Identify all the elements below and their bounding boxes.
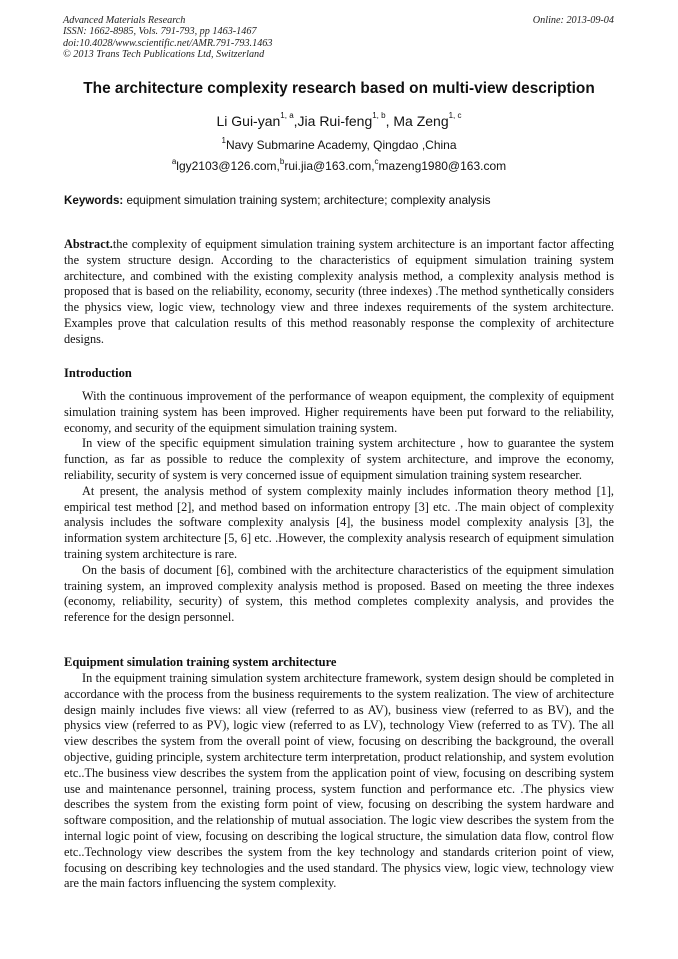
abstract-label: Abstract.: [64, 237, 113, 251]
email-link[interactable]: mazeng1980@163.com: [378, 159, 507, 173]
paragraph: In the equipment training simulation system architecture framework, system design should be completed in accordance with the process from the business requirements to the system realization. The view of architecture design mainly includes five views: all view (referred to as AV), business view (referred to as BV), and the physics view (referred to as PV), logic view (referred to as LV), technology View (referred to as TV). The all view describes the system from the overall point of view, focusing on describing the background, the overall objective, guiding principle, system architecture term interpretation, product relationship, and system evolution etc..The business view describes the system from the application point of view, focusing on describing system use and maintenance personnel, training process, system function and performance etc. .The physics view describes the system from the existing form point of view, focusing on describing the system hardware and software composition, and the relationship of mutual association. The logic view describes the system from the internal logic point of view, focusing on describing the logical structure, the simulation data flow, control flow etc..Technology view describes the system from the key technology and standards criterion point of view, focusing on describing key technologies and the used standard. The physics view, logic view, technology view are the main factors influencing the system complexity.: [64, 671, 614, 891]
author-name: Jia Rui-feng: [297, 113, 373, 129]
abstract-text: the complexity of equipment simulation training system architecture is an important factor affecting the system structure design. According to the characteristics of equipment simulation training system architecture, and combined with the existing complexity analysis method, a complexity analysis method is proposed that is based on the reliability, economy, security (three indexes) .The method synthetically considers the physics view, logic view, technology view and three indexes requirements of the system architecture. Examples prove that calculation results of this method reasonably response the complexity of architecture designs.: [64, 237, 614, 346]
section-heading-architecture: Equipment simulation training system architecture: [64, 655, 337, 669]
paragraph: At present, the analysis method of system complexity mainly includes information theory method [1], empirical test method [2], and method based on information entropy [3] etc. .The main object of complexity analysis includes the software complexity analysis [4], the business model complexity analysis [3], the information system architecture [5, 6] etc. .However, the complexity analysis research of equipment simulation training system architecture is rare.: [64, 483, 614, 561]
author-name: Ma Zeng: [393, 113, 449, 129]
author-sup: 1, c: [448, 111, 462, 120]
email-sup: a: [171, 157, 177, 166]
doi-line: doi:10.4028/www.scientific.net/AMR.791-793.1463: [63, 37, 273, 49]
author-list: Li Gui-yan$^{1, a}$,Jia Rui-feng$^{1, b}$, Ma Zeng$^{1, c}$: [216, 111, 462, 129]
journal-name: Advanced Materials Research: [63, 15, 186, 26]
journal-meta: [63, 15, 272, 61]
email-sup: b: [279, 157, 285, 166]
author-sup: 1, b: [372, 111, 386, 120]
affiliation: [0, 138, 678, 152]
online-date: Online: 2013-09-04: [532, 15, 614, 26]
author-sup: 1, a: [280, 111, 294, 120]
author-name: Li Gui-yan: [216, 113, 281, 129]
email-sup: c: [374, 157, 379, 166]
copyright-line: © 2013 Trans Tech Publications Ltd, Switzerland: [63, 49, 265, 61]
architecture-body: [64, 671, 614, 892]
affiliation-text: Navy Submarine Academy, Qingdao ,China: [225, 138, 457, 152]
abstract: [64, 237, 614, 348]
affiliation-sup: 1: [221, 136, 226, 145]
issn-line: ISSN: 1662-8985, Vols. 791-793, pp 1463-1467: [63, 26, 257, 38]
section-heading-introduction: Introduction: [64, 366, 132, 380]
paragraph: In view of the specific equipment simulation training system architecture , how to guarantee the system function, as far as possible to reduce the complexity of system architecture, and improve the economy, reliability, security of system is very concerned issue of equipment simulation training system researcher.: [64, 436, 614, 482]
keywords: [64, 194, 491, 207]
paragraph: On the basis of document [6], combined with the architecture characteristics of the equipment simulation training system, an improved complexity analysis method is proposed. Based on meeting the three indexes (economy, reliability, security) of system, this method completes complexity analysis, and provides the reference for the design personnel.: [64, 562, 614, 625]
paragraph: With the continuous improvement of the performance of weapon equipment, the complexity of equipment simulation training system has been improved. Higher requirements have been put forward to the reliability, economy, and security of the equipment simulation training system.: [64, 389, 614, 435]
email-list: [0, 159, 678, 173]
introduction-body: [64, 389, 614, 626]
keywords-label: Keywords:: [64, 194, 124, 207]
email-link[interactable]: lgy2103@126.com,: [176, 159, 280, 173]
keywords-text: equipment simulation training system; architecture; complexity analysis: [123, 194, 491, 207]
paper-title: The architecture complexity research based on multi-view description: [83, 80, 595, 97]
email-link[interactable]: rui.jia@163.com,: [284, 159, 375, 173]
